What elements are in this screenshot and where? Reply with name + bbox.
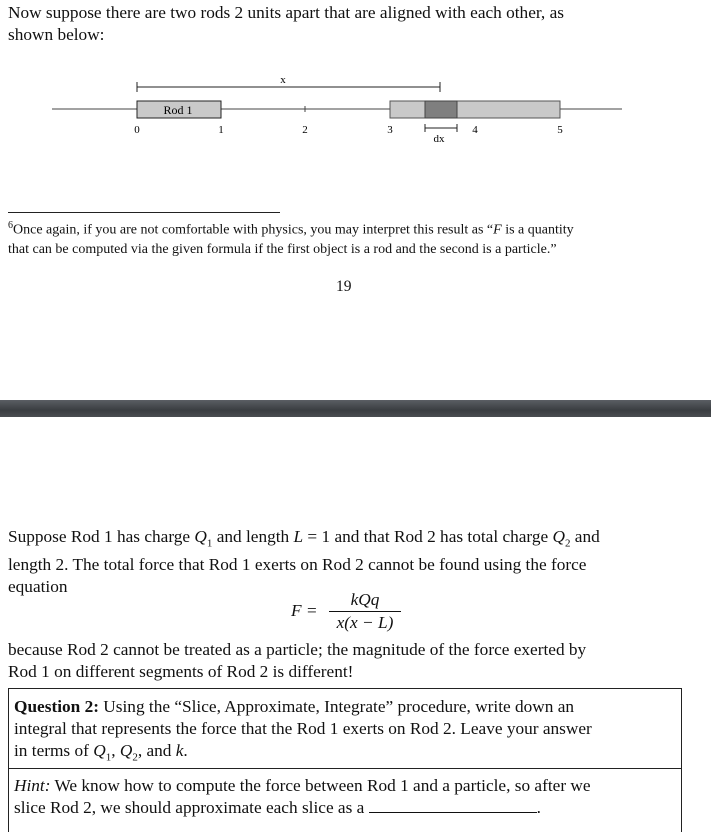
x-label: x [280,74,286,86]
question-line-2: integral that represents the force that the Rod 1 exerts on Rod 2. Leave your answer [14,719,592,738]
footnote-line-1: $^6$Once again, if you are not comfortable with physics, you may interpret this result as “F is a quantity [8,220,574,238]
intro-line-2: shown below: [8,25,105,44]
equation-numerator: kQq [350,590,380,609]
equation-lhs: F = [291,601,318,620]
footnote-rule [8,212,280,213]
equation-fraction [329,590,401,633]
dx-label: dx [433,133,445,145]
body-p1-line-3: equation [8,577,68,597]
hint-label: Hint: [14,776,51,795]
rod-2-slice [425,101,457,118]
intro-paragraph [8,2,698,46]
body-p2-line-1: because Rod 2 cannot be treated as a particle; the magnitude of the force exerted by [8,640,587,659]
footnote [8,216,708,259]
body-paragraph-1 [8,526,698,598]
page-divider [0,400,711,417]
body-p2-line-2: Rod 1 on different segments of Rod 2 is different! [8,662,354,681]
body-p1-line-2: length 2. The total force that Rod 1 exerts on Rod 2 cannot be found using the force [8,555,587,575]
footnote-mark: 6 [8,220,13,231]
hint-answer-blank[interactable] [369,798,537,813]
question-separator [9,768,681,769]
tick-label-2: 2 [302,124,308,136]
tick-label-0: 0 [134,124,140,136]
question-line-3: in terms of $Q_1$, $Q_2$, and k. [14,741,188,764]
tick-label-3: 3 [387,124,393,136]
hint-line-1: Hint: We know how to compute the force between Rod 1 and a particle, so after we [14,776,591,795]
page-number: 19 [336,278,352,295]
tick-label-1: 1 [218,124,224,136]
hint-line-2: slice Rod 2, we should approximate each slice as a . [14,798,541,817]
rod-1-label: Rod 1 [163,103,193,117]
rods-figure [0,62,711,152]
fraction-bar [329,611,401,612]
question-label: Question 2: [14,697,99,716]
rod-2 [390,101,560,118]
body-p1-line-1: Suppose Rod 1 has charge $Q_1$ and length L = 1 and that Rod 2 has total charge $Q_2$ and [8,527,600,550]
footnote-line-2: that can be computed via the given formula if the first object is a rod and the second is a particle.” [8,241,557,257]
equation-denominator: x(x − L) [336,613,394,632]
intro-line-1: Now suppose there are two rods 2 units apart that are aligned with each other, as [8,3,564,22]
question-line-1: Question 2: Using the “Slice, Approximate, Integrate” procedure, write down an [14,697,575,716]
tick-label-4: 4 [472,124,478,136]
tick-label-5: 5 [557,124,563,136]
hint-text [14,775,676,819]
question-text [14,696,676,768]
question-box [8,688,682,832]
body-paragraph-2 [8,639,698,683]
